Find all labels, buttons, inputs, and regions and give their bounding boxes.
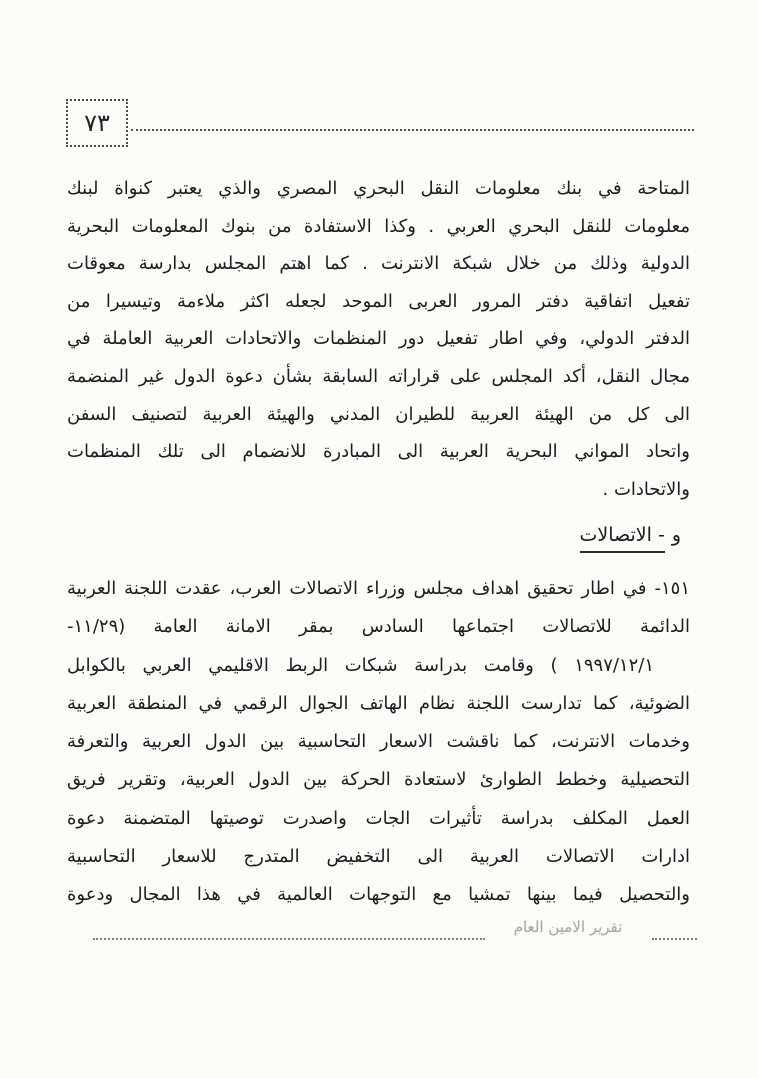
text-line: المتاحة في بنك معلومات النقل البحري المصري والذي يعتبر كنواة لبنك (67, 178, 690, 199)
text-line: ١٥١- في اطار تحقيق اهداف مجلس وزراء الاتصالات العرب، عقدت اللجنة العربية (67, 578, 690, 599)
footer-rule-left (93, 928, 485, 940)
header-rule (131, 119, 694, 131)
text-line: العمل المكلف بدراسة تأثيرات الجات واصدرت توصيتها المتضمنة دعوة (67, 807, 690, 829)
text-line: الدولية وذلك من خلال شبكة الانترنت . كما اهتم المجلس بدارسة معوقات (67, 253, 690, 275)
section-heading (580, 524, 681, 553)
text-line: مجال النقل، أكد المجلس على قراراته السابقة بشأن دعوة الدول غير المنضمة (67, 365, 690, 387)
text-line: واتحاد المواني البحرية العربية الى المبادرة للانضمام الى تلك المنظمات (67, 441, 690, 463)
section-heading-title: - الاتصالات (580, 524, 665, 553)
text-line: الى كل من الهيئة العربية للطيران المدني والهيئة العربية لتصنيف السفن (67, 403, 690, 425)
text-line: الدفتر الدولي، وفي اطار تفعيل دور المنظمات والاتحادات العربية العاملة في (67, 328, 690, 350)
section-heading-prefix: و (671, 524, 681, 546)
footer-rule-right (652, 928, 697, 940)
text-line: ادارات الاتصالات العربية الى التخفيض المتدرج للاسعار التحاسبية (67, 846, 690, 868)
paragraph-151 (67, 570, 690, 915)
text-line: وخدمات الانترنت، كما ناقشت الاسعار التحاسبية بين الدول العربية والتعرفة (67, 731, 690, 753)
text-line: والاتحادات . (602, 478, 690, 500)
page-number: ٧٣ (84, 109, 110, 137)
text-line: الضوئية، كما تدارست اللجنة نظام الهاتف الجوال الرقمي في المنطقة العربية (67, 692, 690, 714)
text-line: تفعيل اتفاقية دفتر المرور العربى الموحد لجعله اكثر ملاءمة وتيسيرا من (67, 290, 690, 312)
paragraph-top (67, 170, 690, 508)
page-number-box (66, 99, 128, 147)
text-line: الدائمة للاتصالات اجتماعها السادس بمقر الامانة العامة (١١/٢٩- (67, 616, 690, 638)
text-line: معلومات للنقل البحري العربي . وكذا الاستفادة من بنوك المعلومات البحرية (67, 215, 690, 237)
text-line: ١٩٩٧/١٢/١ ) وقامت بدراسة شبكات الربط الاقليمي العربي بالكوابل (67, 654, 654, 676)
text-line: والتحصيل فيما بينها تمشيا مع التوجهات العالمية في هذا المجال ودعوة (67, 884, 690, 906)
footer-label: تقرير الامين العام (513, 918, 623, 936)
text-line: التحصيلية وخطط الطوارئ لاستعادة الحركة بين الدول العربية، وتقرير فريق (67, 769, 690, 791)
